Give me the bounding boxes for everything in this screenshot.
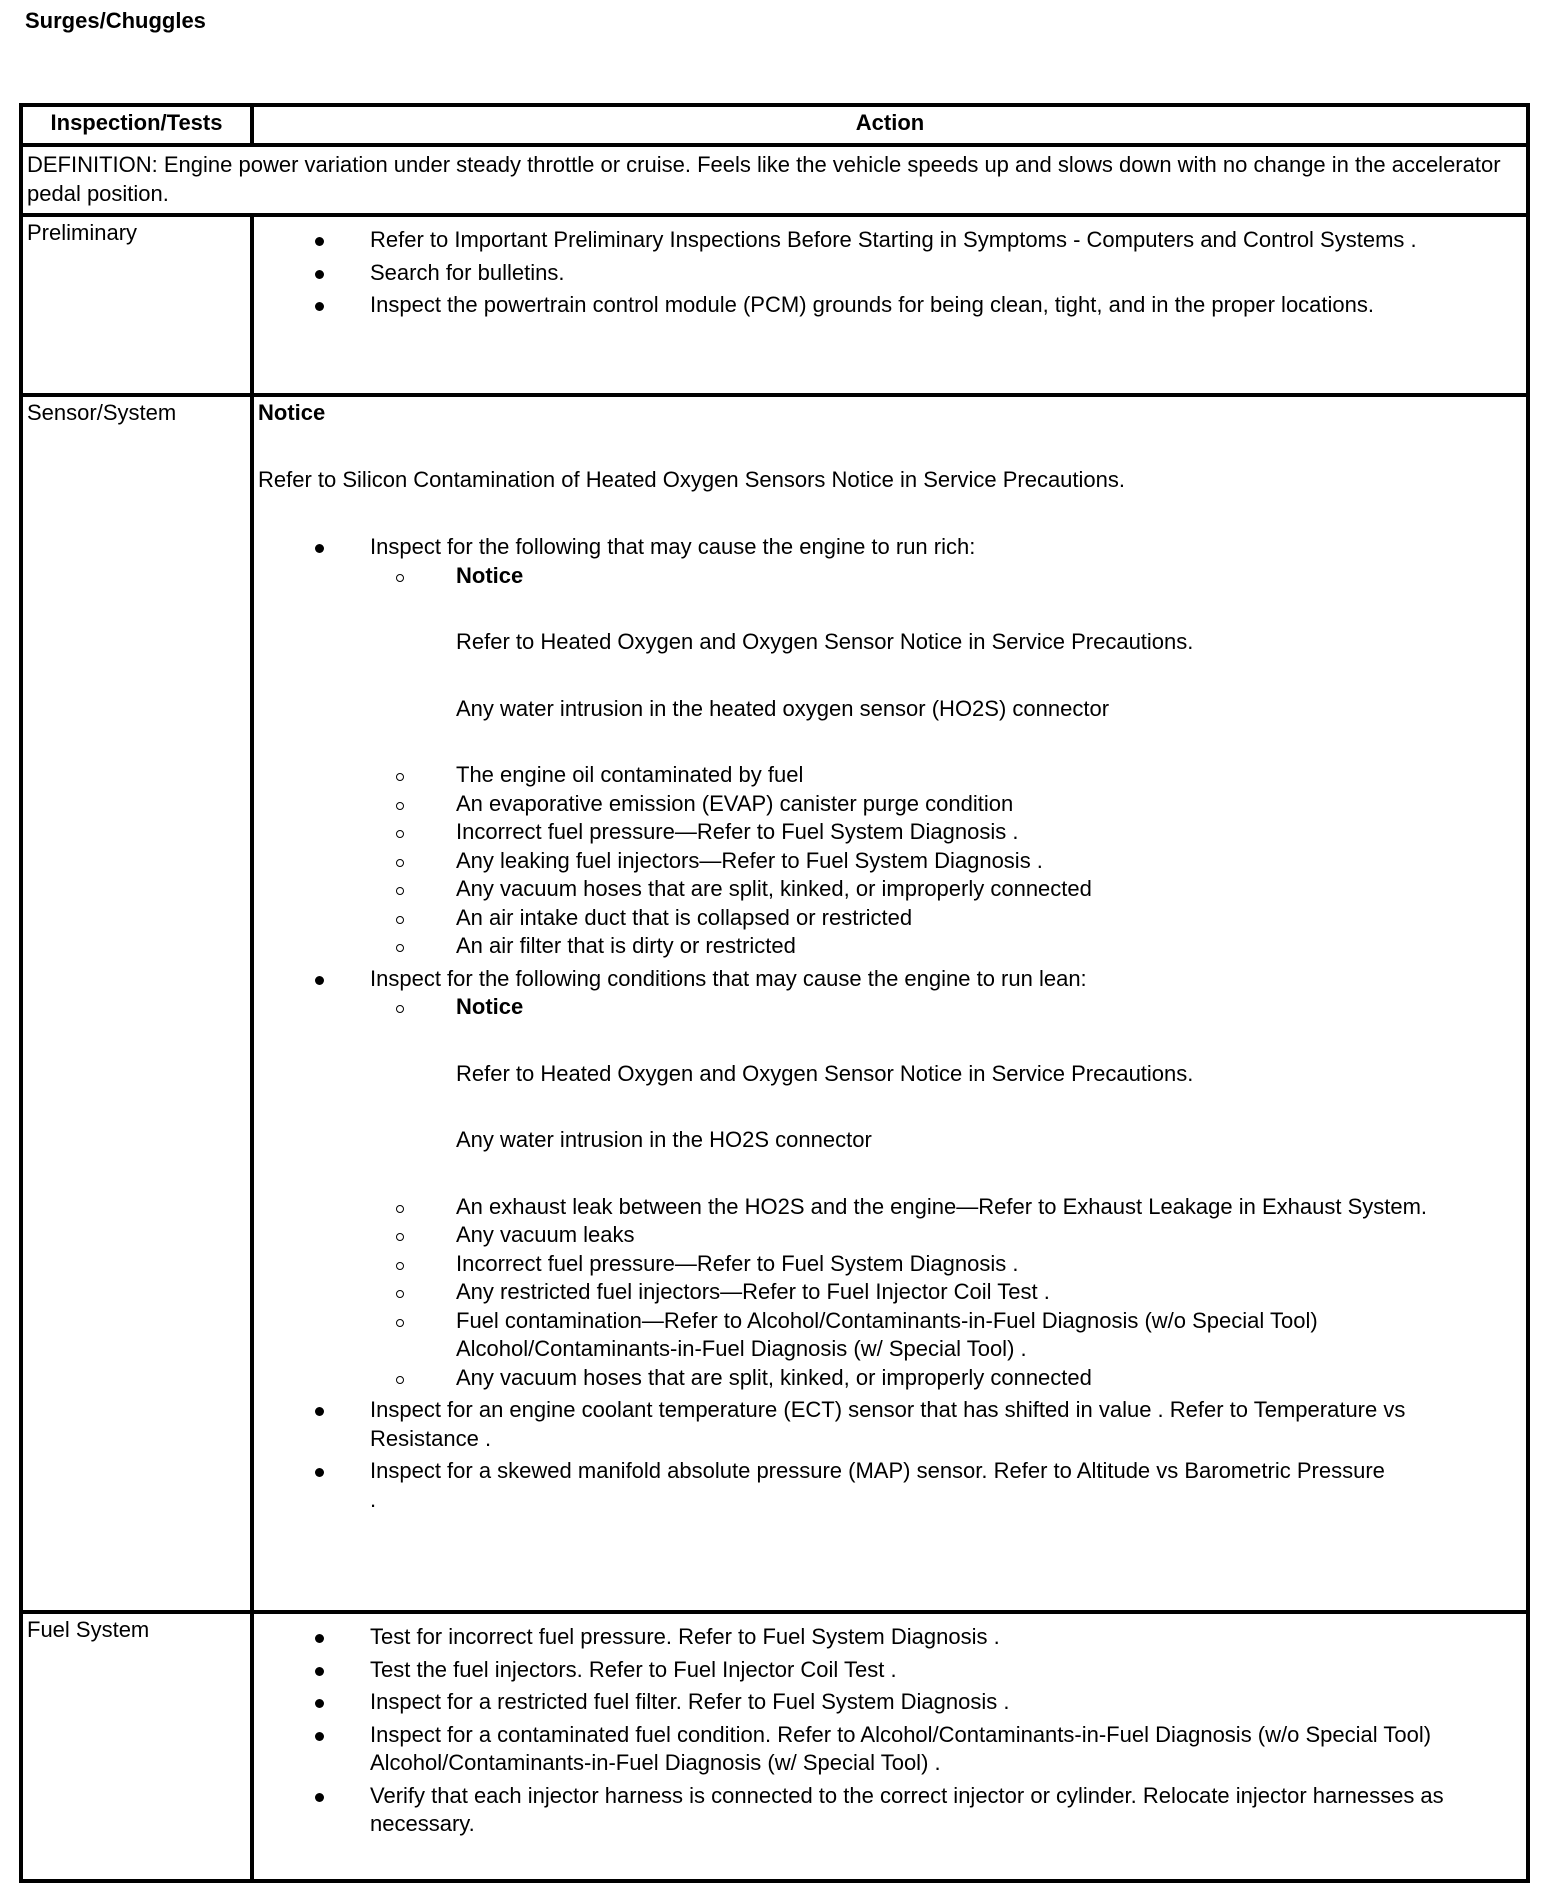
sub-list-item: Incorrect fuel pressure—Refer to Fuel System Diagnosis . — [364, 818, 1520, 847]
header-divider — [23, 143, 1526, 147]
sub-list-item: An exhaust leak between the HO2S and the engine—Refer to Exhaust Leakage in Exhaust System. — [364, 1193, 1520, 1222]
list-item: Refer to Important Preliminary Inspections Before Starting in Symptoms - Computers and Control Systems . — [256, 226, 1520, 255]
map-line-1: Inspect for a skewed manifold absolute pressure (MAP) sensor. Refer to Altitude vs Barometric Pressure — [370, 1458, 1385, 1483]
list-item: Search for bulletins. — [256, 259, 1520, 288]
notice-heading: Notice — [456, 562, 524, 588]
column-header-action: Action — [855, 110, 925, 135]
notice-text: Refer to Heated Oxygen and Oxygen Sensor Notice in Service Precautions. — [456, 1060, 1194, 1086]
fuel-system-actions — [256, 1623, 1520, 1839]
list-item: Inspect for a restricted fuel filter. Refer to Fuel System Diagnosis . — [256, 1688, 1520, 1717]
definition-divider — [23, 213, 1526, 217]
sub-list-item: Fuel contamination—Refer to Alcohol/Contaminants-in-Fuel Diagnosis (w/o Special Tool) Alcohol/Contaminants-in-Fuel Diagnosis (w/ Special Tool) . — [364, 1307, 1520, 1364]
definition-text: DEFINITION: Engine power variation under steady throttle or cruise. Feels like the vehicle speeds up and slows down with no change in the accelerator pedal position. — [27, 152, 1501, 206]
list-item — [256, 1457, 1520, 1514]
list-item: Test the fuel injectors. Refer to Fuel Injector Coil Test . — [256, 1656, 1520, 1685]
row-label-sensor-system: Sensor/System — [27, 400, 177, 425]
sub-list-item: Any vacuum leaks — [364, 1221, 1520, 1250]
preliminary-actions — [256, 226, 1520, 320]
sub-list-item: Any restricted fuel injectors—Refer to Fuel Injector Coil Test . — [364, 1278, 1520, 1307]
sub-notice-item — [364, 562, 1520, 762]
notice-item: Any water intrusion in the HO2S connector — [456, 1127, 872, 1152]
list-item: Inspect the powertrain control module (PCM) grounds for being clean, tight, and in the proper locations. — [256, 291, 1520, 320]
notice-heading: Notice — [258, 400, 326, 425]
diagnostic-table — [19, 103, 1530, 1883]
list-item: Inspect for a contaminated fuel condition. Refer to Alcohol/Contaminants-in-Fuel Diagnosis (w/o Special Tool) Alcohol/Contaminants-in-Fuel Diagnosis (w/ Special Tool) . — [256, 1721, 1520, 1778]
sub-list-item: An evaporative emission (EVAP) canister purge condition — [364, 790, 1520, 819]
notice-item: Any water intrusion in the heated oxygen sensor (HO2S) connector — [456, 695, 1110, 721]
list-item-rich — [256, 533, 1520, 961]
list-item: Inspect for an engine coolant temperature (ECT) sensor that has shifted in value . Refer to Temperature vs Resistance . — [256, 1396, 1520, 1453]
sensor-actions — [258, 399, 1520, 1514]
sub-list-item: Any leaking fuel injectors—Refer to Fuel System Diagnosis . — [364, 847, 1520, 876]
sub-list-item: An air filter that is dirty or restricted — [364, 932, 1520, 961]
list-item: Verify that each injector harness is connected to the correct injector or cylinder. Relocate injector harnesses as necessary. — [256, 1782, 1520, 1839]
notice-heading: Notice — [456, 994, 524, 1019]
map-line-2: . — [370, 1486, 377, 1512]
sub-list-item: An air intake duct that is collapsed or restricted — [364, 904, 1520, 933]
lean-intro: Inspect for the following conditions that may cause the engine to run lean: — [370, 965, 1087, 991]
sub-list-item: Any vacuum hoses that are split, kinked, or improperly connected — [364, 1364, 1520, 1393]
rich-intro: Inspect for the following that may cause the engine to run rich: — [370, 534, 976, 559]
sub-list-item: Any vacuum hoses that are split, kinked, or improperly connected — [364, 875, 1520, 904]
page-title: Surges/Chuggles — [25, 8, 206, 33]
sensor-divider — [23, 1610, 1526, 1614]
column-divider — [250, 213, 254, 1879]
column-header-inspection: Inspection/Tests — [50, 110, 223, 135]
row-label-fuel-system: Fuel System — [27, 1617, 150, 1642]
row-label-preliminary: Preliminary — [27, 220, 138, 245]
list-item: Test for incorrect fuel pressure. Refer to Fuel System Diagnosis . — [256, 1623, 1520, 1652]
notice-text: Refer to Silicon Contamination of Heated Oxygen Sensors Notice in Service Precautions. — [258, 466, 1125, 492]
list-item-lean — [256, 965, 1520, 1393]
preliminary-divider — [23, 393, 1526, 397]
sub-list-item: Incorrect fuel pressure—Refer to Fuel System Diagnosis . — [364, 1250, 1520, 1279]
notice-text: Refer to Heated Oxygen and Oxygen Sensor Notice in Service Precautions. — [456, 629, 1194, 654]
sub-notice-item — [364, 993, 1520, 1193]
sub-list-item: The engine oil contaminated by fuel — [364, 761, 1520, 790]
